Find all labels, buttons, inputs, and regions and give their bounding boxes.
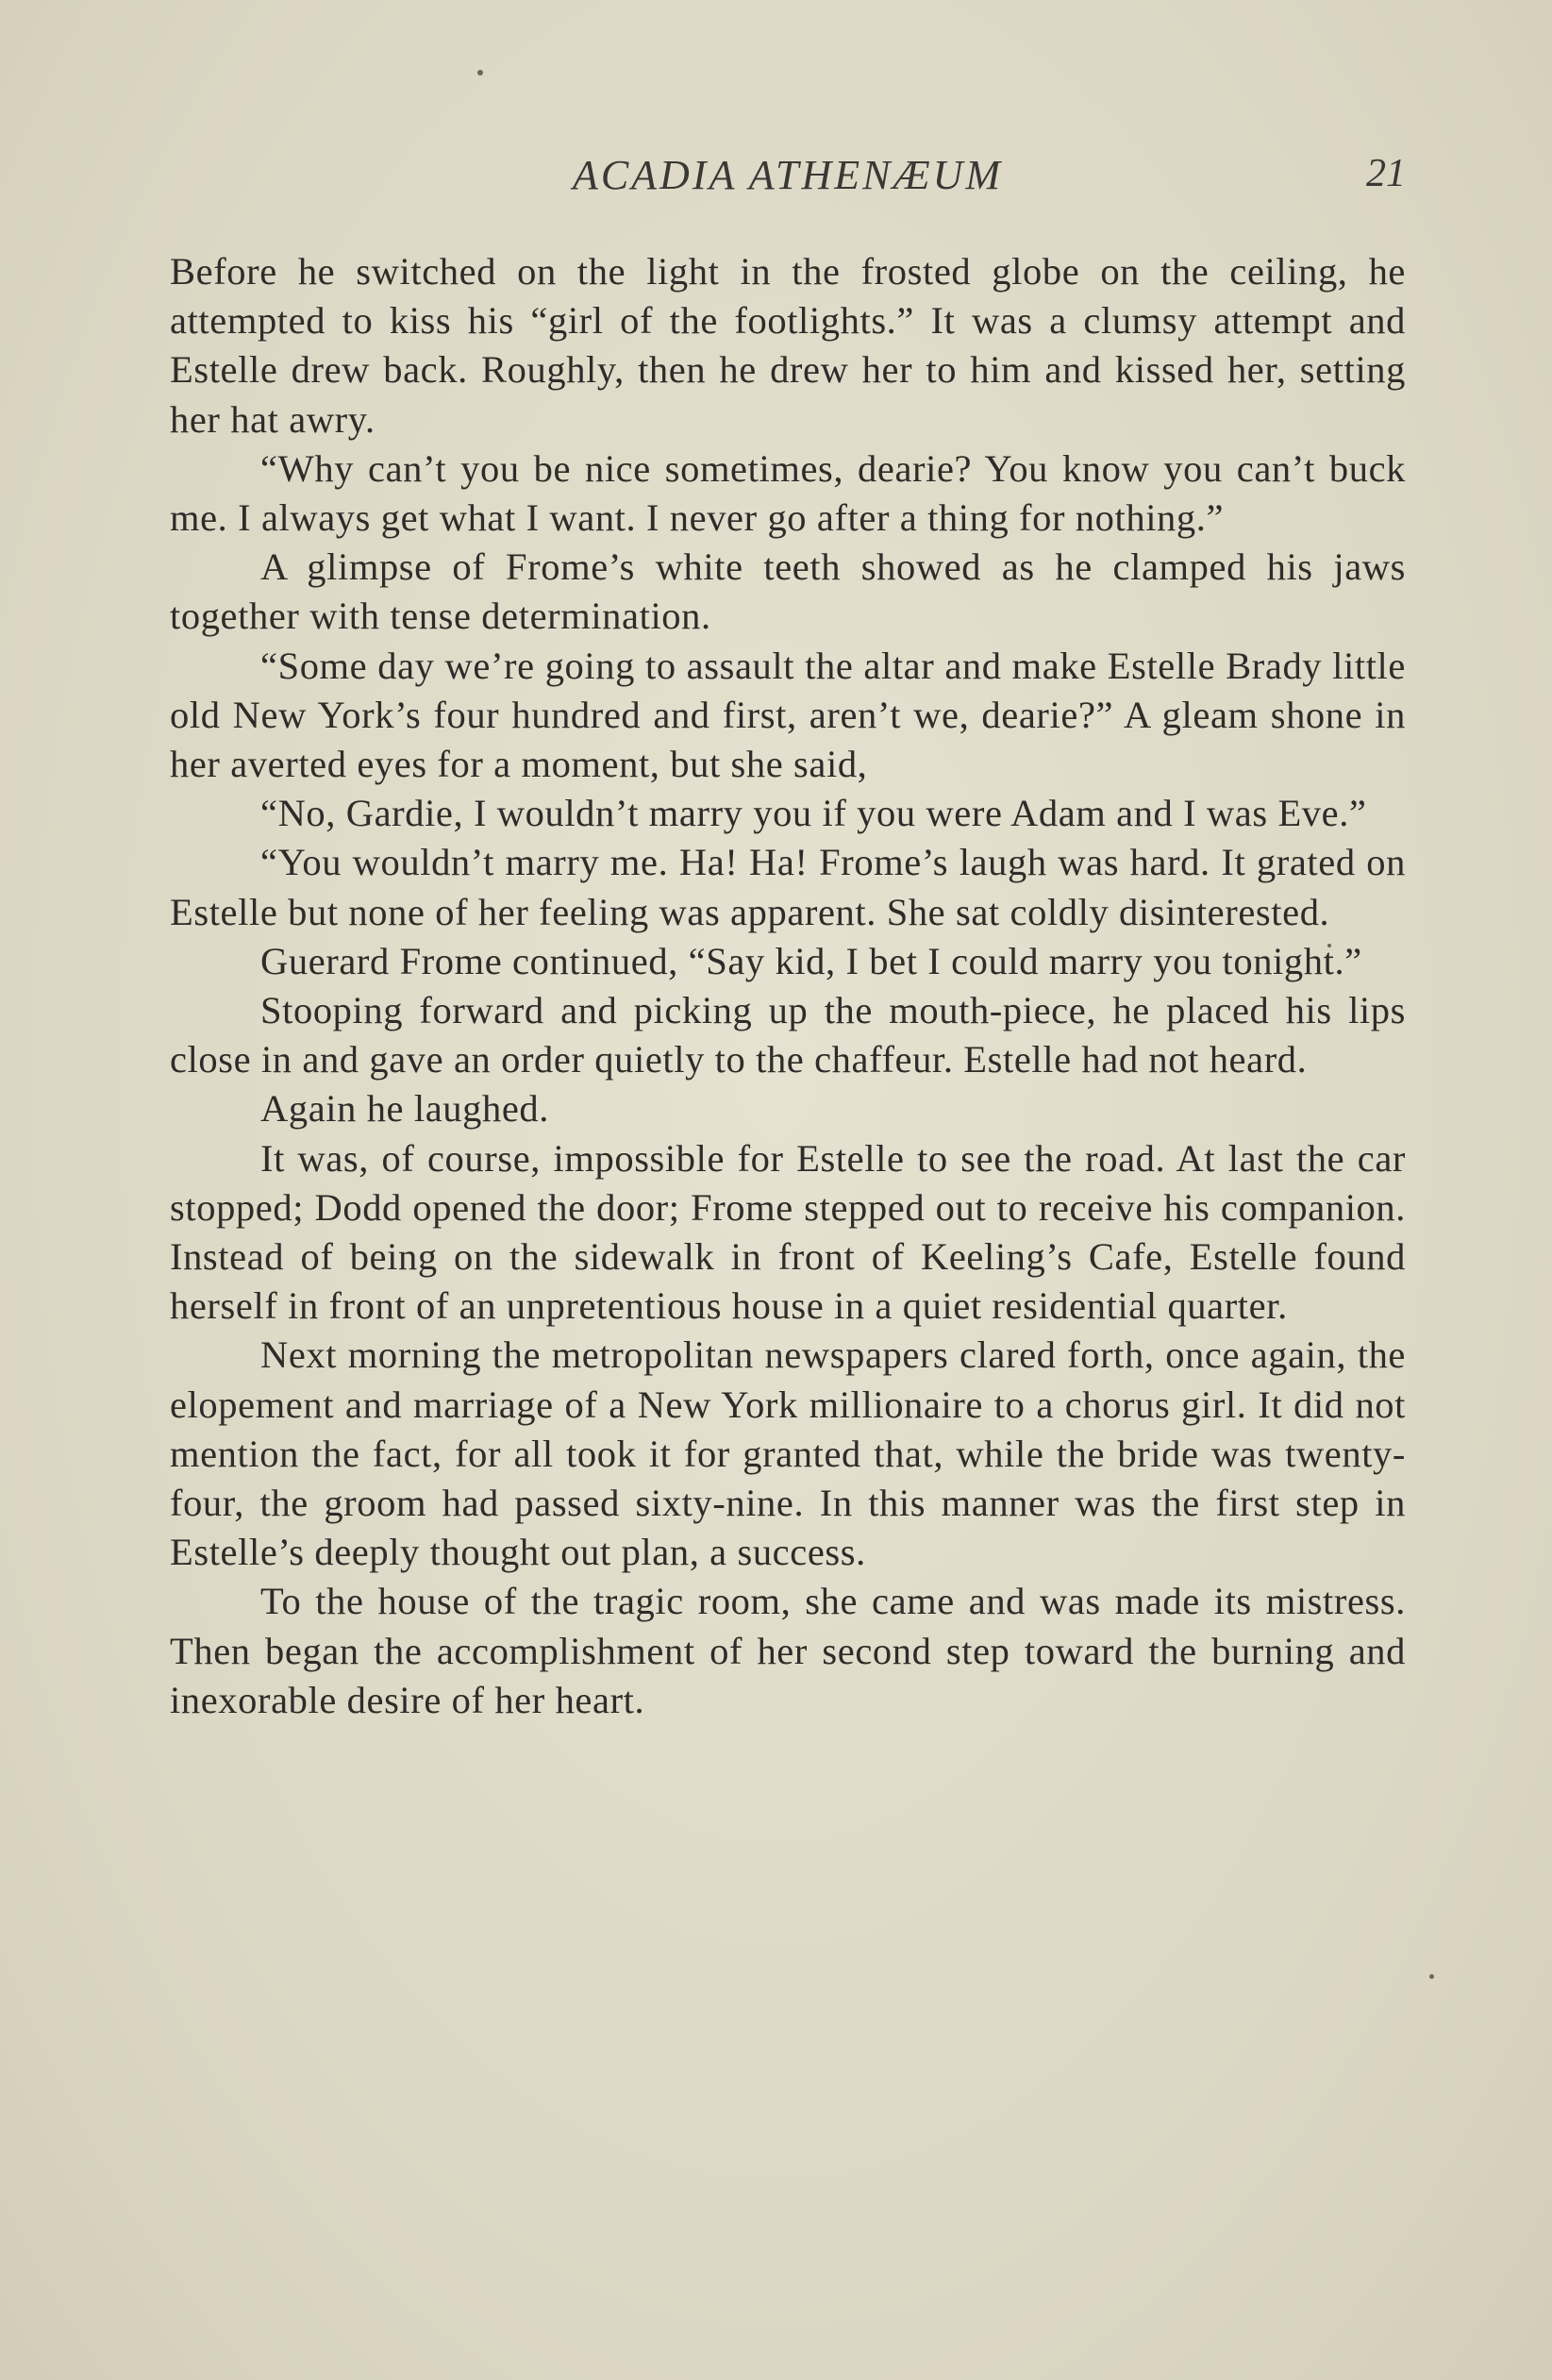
paragraph: “You wouldn’t marry me. Ha! Ha! Frome’s laugh was hard. It grated on Estelle but none of her feeling was apparent. She sat coldly disinterested. — [170, 841, 1406, 933]
paragraph: It was, of course, impossible for Estelle to see the road. At last the car stopped; Dodd opened the door; Frome stepped out to receive his companion. Instead of being on the sidewalk in front of Keeling’s Cafe, Estelle found herself in front of an unpretentious house in a quiet residential quarter. — [170, 1136, 1406, 1328]
paragraph: “No, Gardie, I wouldn’t marry you if you were Adam and I was Eve.” — [260, 792, 1367, 835]
running-title: ACADIA ATHENÆUM — [572, 152, 1004, 198]
paragraph: Before he switched on the light in the frosted globe on the ceiling, he attempted to kiss his “girl of the footlights.” It was a clumsy attempt and Estelle drew back. Roughly, then he drew her to him and kissed her, setting her hat awry. — [170, 250, 1406, 441]
paragraph: Guerard Frome continued, “Say kid, I bet I could marry you tonight.” — [260, 939, 1362, 982]
paragraph: “Some day we’re going to assault the altar and make Estelle Brady little old New York’s four hundred and first, aren’t we, dearie?” A gleam shone in her averted eyes for a moment, but she said, — [170, 644, 1406, 786]
paragraph: Again he laughed. — [260, 1087, 549, 1131]
paragraph: “Why can’t you be nice sometimes, dearie? You know you can’t buck me. I always get what I want. I never go after a thing for nothing.” — [170, 446, 1406, 540]
page-header — [170, 151, 1406, 198]
paper-speck — [477, 70, 483, 75]
paper-speck — [1429, 1974, 1434, 1979]
paragraph: To the house of the tragic room, she came and was made its mistress. Then began the accomplishment of her second step toward the burning and inexorable desire of her heart. — [170, 1580, 1406, 1721]
paragraph: A glimpse of Frome’s white teeth showed as he clamped his jaws together with tense determination. — [170, 545, 1406, 638]
paragraph: Stooping forward and picking up the mouth-piece, he placed his lips close in and gave an order quietly to the chaffeur. Estelle had not heard. — [170, 989, 1406, 1081]
paragraph: Next morning the metropolitan newspapers clared forth, once again, the elopement and marriage of a New York millionaire to a chorus girl. It did not mention the fact, for all took it for granted that, while the bride was twenty-four, the groom had passed sixty-nine. In this manner was the first step in Estelle’s deeply thought out plan, a success. — [170, 1333, 1406, 1574]
page-number: 21 — [1366, 152, 1406, 195]
body-text — [170, 247, 1406, 1725]
